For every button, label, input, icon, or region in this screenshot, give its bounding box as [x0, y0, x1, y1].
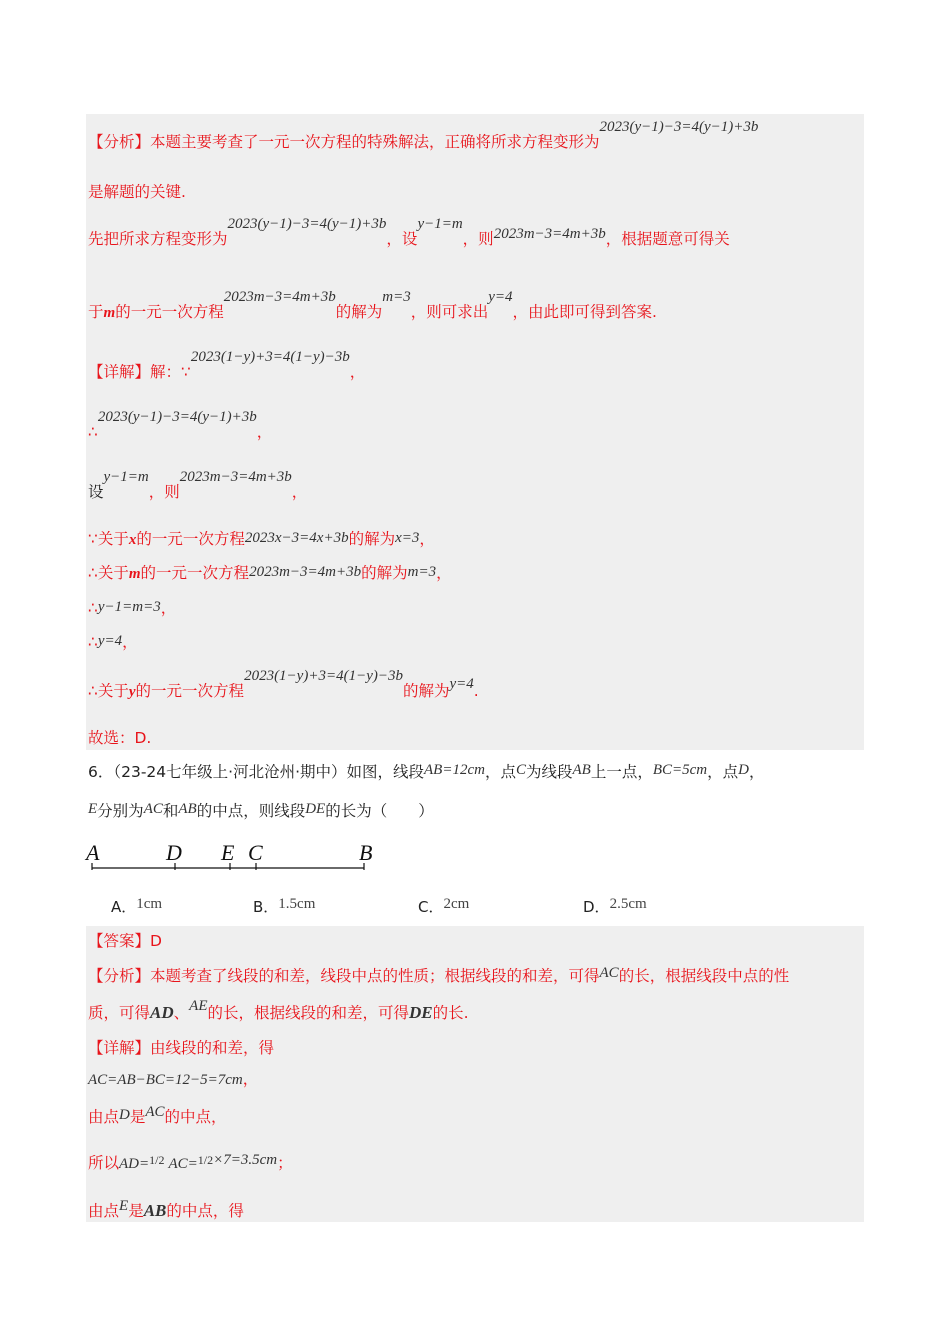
- option-b[interactable]: B．1.5cm: [253, 896, 316, 916]
- fraction-half-1: 1/2: [149, 1153, 165, 1167]
- label-e: E: [221, 840, 235, 865]
- detail-6-line-2: AC=AB−BC=12−5=7cm，: [88, 1070, 259, 1088]
- question-6-line-1: 6．（23-24七年级上·河北沧州·期中）如图，线段AB=12cm，点C为线段AB上一点，BC=5cm，点D，: [88, 762, 765, 781]
- option-a[interactable]: A．1cm: [111, 896, 163, 916]
- detail-line-1: 【详解】解：∵2023(1−y)+3=4(1−y)−3b，: [88, 349, 366, 381]
- analysis-line-3: 先把所求方程变形为2023(y−1)−3=4(y−1)+3b，设y−1=m，则2023m−3=4m+3b，根据题意可得关: [88, 216, 730, 248]
- analysis-line-4: 于m的一元一次方程2023m−3=4m+3b的解为m=3，则可求出y=4，由此即可得到答案.: [88, 289, 657, 321]
- analysis-6-line-1: 【分析】本题考查了线段的和差，线段中点的性质；根据线段的和差，可得AC的长，根据线段中点的性: [88, 965, 790, 985]
- answer-line-1: 故选：D.: [88, 729, 152, 747]
- analysis-6-line-2: 质，可得AD、AE的长，根据线段的和差，可得DE的长.: [88, 998, 469, 1022]
- detail-line-6: ∴y−1=m=3，: [88, 599, 177, 617]
- detail-line-2: ∴2023(y−1)−3=4(y−1)+3b，: [88, 409, 273, 441]
- detail-line-8: ∴关于y的一元一次方程2023(1−y)+3=4(1−y)−3b的解为y=4.: [88, 668, 479, 700]
- detail-line-5: ∴关于m的一元一次方程2023m−3=4m+3b的解为m=3，: [88, 564, 452, 582]
- label-d: D: [166, 840, 182, 865]
- fraction-half-2: 1/2: [197, 1153, 214, 1167]
- analysis-line-1: 【分析】本题主要考查了一元一次方程的特殊解法，正确将所求方程变形为2023(y−1)−3=4(y−1)+3b: [88, 119, 759, 151]
- option-d[interactable]: D．2.5cm: [583, 896, 647, 916]
- detail-line-4: ∵关于x的一元一次方程2023x−3=4x+3b的解为x=3，: [88, 530, 435, 548]
- label-a: A: [86, 840, 100, 865]
- detail-6-line-5: 由点E是AB的中点，得: [88, 1198, 244, 1220]
- detail-line-3: 设y−1=m，则2023m−3=4m+3b，: [88, 469, 308, 501]
- question-6-line-2: E分别为AC和AB的中点，则线段DE的长为（ ）: [88, 801, 434, 820]
- analysis-line-2: 是解题的关键.: [88, 183, 186, 201]
- detail-line-7: ∴y=4，: [88, 633, 138, 651]
- answer-6-line: 【答案】D: [88, 932, 162, 950]
- detail-6-line-4: 所以AD=1/2 AC=1/2×7=3.5cm；: [88, 1152, 293, 1172]
- detail-6-line-1: 【详解】由线段的和差，得: [88, 1039, 275, 1057]
- label-c: C: [248, 840, 263, 865]
- detail-6-line-3: 由点D是AC的中点，: [88, 1104, 227, 1126]
- option-c[interactable]: C．2cm: [418, 896, 470, 916]
- label-b: B: [359, 840, 373, 865]
